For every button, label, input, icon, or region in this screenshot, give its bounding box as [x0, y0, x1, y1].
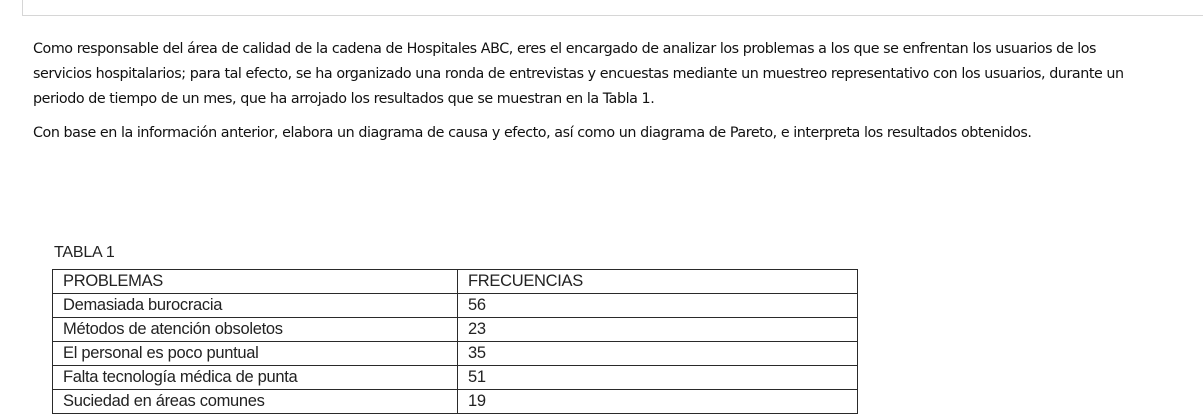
- frequency-table: [52, 269, 858, 414]
- instruction-paragraph: Con base en la información anterior, elabora un diagrama de causa y efecto, así como un diagrama de Pareto, e interpreta los resultados obtenidos.: [33, 125, 1032, 141]
- header-frecuencias: FRECUENCIAS: [458, 270, 858, 294]
- table-header-row: [53, 270, 858, 294]
- header-problemas: PROBLEMAS: [53, 270, 458, 294]
- frequency-cell: 19: [458, 390, 858, 414]
- frequency-cell: 51: [458, 366, 858, 390]
- problem-cell: Falta tecnología médica de punta: [53, 366, 458, 390]
- frequency-cell: 35: [458, 342, 858, 366]
- top-frame: [22, 0, 1203, 16]
- intro-paragraph: Como responsable del área de calidad de la cadena de Hospitales ABC, eres el encargado de analizar los problemas a los que se enfrentan los usuarios de los servicios hospitalarios; para tal efecto, se ha organizado una ronda de entrevistas y encuestas mediante un muestreo representativo con los usuarios, durante un periodo de tiempo de un mes, que ha arrojado los resultados que se muestran en la Tabla 1.: [33, 41, 1124, 107]
- problem-cell: El personal es poco puntual: [53, 342, 458, 366]
- table-row: [53, 390, 858, 414]
- problem-cell: Métodos de atención obsoletos: [53, 318, 458, 342]
- frequency-cell: 56: [458, 294, 858, 318]
- table-row: [53, 294, 858, 318]
- problem-cell: Suciedad en áreas comunes: [53, 390, 458, 414]
- table-row: [53, 366, 858, 390]
- table-caption: TABLA 1: [54, 244, 115, 261]
- table-row: [53, 318, 858, 342]
- frequency-cell: 23: [458, 318, 858, 342]
- problem-cell: Demasiada burocracia: [53, 294, 458, 318]
- table-row: [53, 342, 858, 366]
